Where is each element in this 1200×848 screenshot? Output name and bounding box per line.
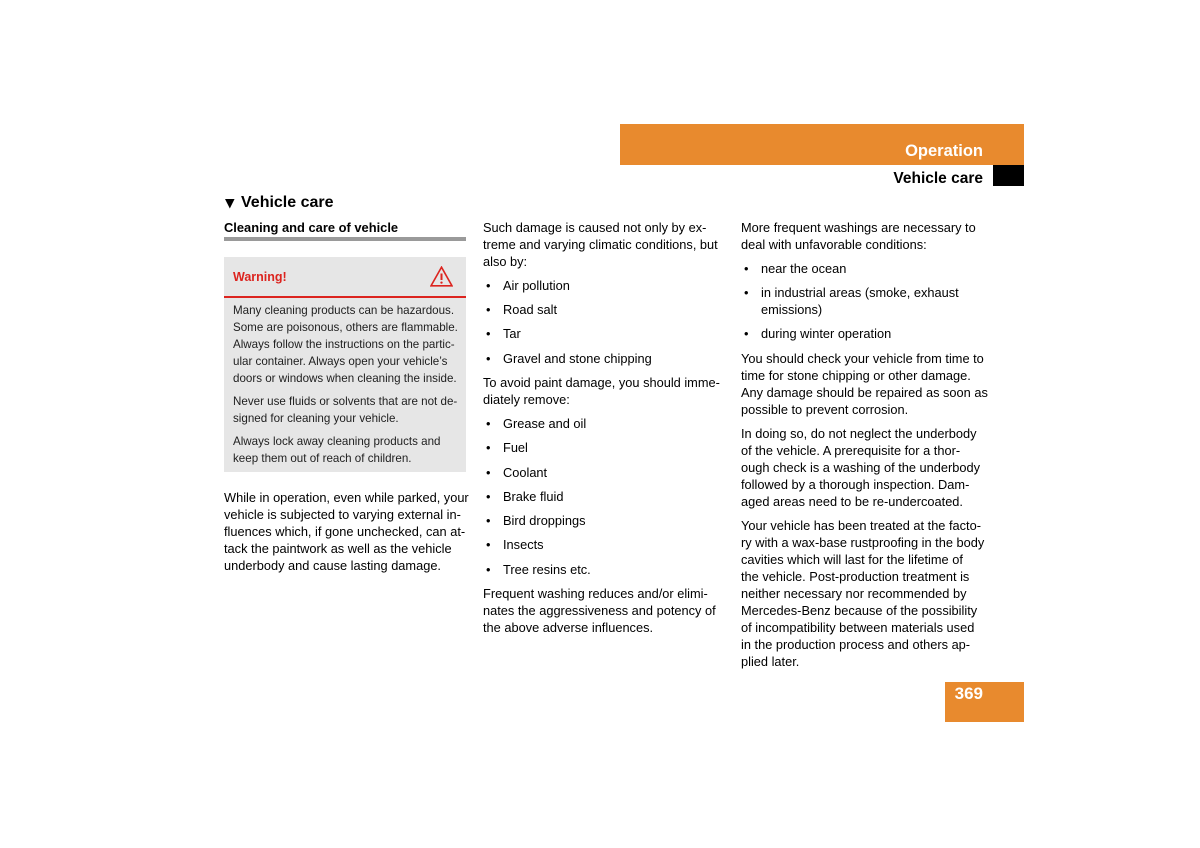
text-line: ry with a wax-base rustproofing in the body bbox=[741, 535, 985, 550]
bullet-text bbox=[761, 260, 1001, 277]
bullet-text bbox=[503, 325, 733, 342]
bullet-text bbox=[503, 536, 733, 553]
warning-header bbox=[224, 257, 466, 296]
bullet-text bbox=[503, 301, 733, 318]
bullet-text bbox=[503, 464, 733, 481]
text-line: tack the paintwork as well as the vehicle bbox=[224, 540, 452, 556]
text-line: followed by a thorough inspection. Dam- bbox=[741, 476, 970, 492]
text-line: during winter operation bbox=[761, 326, 892, 342]
paragraph bbox=[233, 302, 457, 387]
text-line: Road salt bbox=[503, 302, 558, 317]
text-line: While in operation, even while parked, your bbox=[224, 489, 469, 505]
bullet-icon: • bbox=[744, 260, 749, 276]
text-line: fluences which, if gone unchecked, can at- bbox=[224, 523, 466, 539]
text-line: You should check your vehicle from time to bbox=[741, 350, 984, 366]
chapter-title: Operation bbox=[905, 142, 983, 160]
paragraph bbox=[741, 219, 1001, 253]
text-line: treme and varying climatic conditions, but bbox=[483, 236, 718, 252]
paragraph bbox=[741, 425, 1001, 510]
text-line: neither necessary nor recommended by bbox=[741, 586, 967, 601]
text-line: Always lock away cleaning products and bbox=[233, 434, 441, 448]
text-line: Never use fluids or solvents that are not de- bbox=[233, 394, 458, 408]
bullet-text bbox=[761, 284, 1001, 318]
text-line: Brake fluid bbox=[503, 488, 564, 504]
text-line: in the production process and others ap- bbox=[741, 637, 971, 652]
bullet-text bbox=[503, 512, 733, 529]
bullet-icon: • bbox=[486, 350, 491, 366]
text-line: Mercedes-Benz because of the possibility bbox=[741, 603, 978, 618]
text-line: Your vehicle has been treated at the facto- bbox=[741, 518, 981, 533]
text-line: time for stone chipping or other damage. bbox=[741, 367, 971, 383]
text-line: To avoid paint damage, you should imme- bbox=[483, 374, 720, 390]
paragraph bbox=[233, 393, 457, 427]
paragraph bbox=[741, 350, 1001, 418]
bullet-list-item bbox=[483, 277, 733, 294]
exclamation-dot bbox=[440, 281, 442, 283]
text-line: possible to prevent corrosion. bbox=[741, 401, 909, 417]
bullet-list-item bbox=[483, 350, 733, 367]
subheading: Cleaning and care of vehicle bbox=[224, 219, 399, 235]
text-line: Tree resins etc. bbox=[503, 561, 591, 577]
subheading-rule bbox=[224, 237, 466, 241]
text-line: Always follow the instructions on the partic- bbox=[233, 337, 455, 351]
section-marker-square bbox=[993, 165, 1024, 186]
bullet-icon: • bbox=[486, 302, 491, 317]
warning-label: Warning! bbox=[233, 270, 287, 284]
text-line: the vehicle. Post-production treatment is bbox=[741, 569, 970, 584]
text-line: in industrial areas (smoke, exhaust bbox=[761, 285, 959, 300]
page-number-box bbox=[945, 682, 1024, 722]
body-text bbox=[224, 489, 469, 574]
bullet-list-item bbox=[483, 536, 733, 553]
bullet-text bbox=[503, 439, 733, 456]
bullet-text bbox=[503, 561, 733, 578]
text-line: doors or windows when cleaning the inside. bbox=[233, 371, 457, 385]
bullet-text bbox=[503, 415, 733, 432]
bullet-icon: • bbox=[486, 440, 491, 456]
text-line: Many cleaning products can be hazardous. bbox=[233, 303, 455, 317]
bullet-icon: • bbox=[486, 464, 491, 480]
bullet-icon: • bbox=[486, 488, 491, 504]
bullet-list-item bbox=[741, 325, 1001, 342]
bullet-list-item bbox=[483, 561, 733, 578]
paragraph bbox=[483, 374, 733, 408]
text-line: Such damage is caused not only by ex- bbox=[483, 219, 707, 235]
text-line: emissions) bbox=[761, 302, 823, 317]
text-line: signed for cleaning your vehicle. bbox=[233, 411, 399, 425]
text-line: Gravel and stone chipping bbox=[503, 350, 652, 366]
warning-triangle-icon bbox=[430, 266, 453, 287]
triangle-down-icon: ▼ bbox=[225, 195, 235, 210]
text-line: aged areas need to be re-undercoated. bbox=[741, 493, 963, 509]
text-line: ular container. Always open your vehicle’s bbox=[233, 354, 448, 368]
bullet-icon: • bbox=[744, 285, 749, 300]
section-heading-title: Vehicle care bbox=[241, 194, 334, 211]
text-line: vehicle is subjected to varying external in- bbox=[224, 506, 461, 522]
text-line: In doing so, do not neglect the underbody bbox=[741, 425, 977, 441]
bullet-text bbox=[503, 277, 733, 294]
text-line: deal with unfavorable conditions: bbox=[741, 236, 927, 252]
bullet-icon: • bbox=[486, 416, 491, 431]
bullet-list-item bbox=[483, 488, 733, 505]
paragraph bbox=[233, 433, 457, 467]
bullet-icon: • bbox=[744, 326, 749, 342]
bullet-icon: • bbox=[486, 277, 491, 293]
column-right bbox=[741, 219, 1001, 678]
bullet-text bbox=[503, 350, 733, 367]
paragraph bbox=[741, 517, 1001, 670]
text-line: near the ocean bbox=[761, 260, 847, 276]
text-line: Frequent washing reduces and/or elimi- bbox=[483, 585, 708, 601]
bullet-list-item bbox=[483, 415, 733, 432]
text-line: underbody and cause lasting damage. bbox=[224, 557, 441, 573]
text-line: diately remove: bbox=[483, 391, 570, 407]
paragraph bbox=[224, 489, 469, 574]
bullet-list-item bbox=[483, 301, 733, 318]
bullet-icon: • bbox=[486, 326, 491, 342]
text-line: of incompatibility between materials used bbox=[741, 620, 975, 635]
text-line: plied later. bbox=[741, 654, 800, 669]
text-line: Coolant bbox=[503, 464, 548, 480]
page-number: 369 bbox=[954, 684, 983, 703]
text-line: of the vehicle. A prerequisite for a thor- bbox=[741, 442, 961, 458]
bullet-icon: • bbox=[486, 513, 491, 528]
text-line: keep them out of reach of children. bbox=[233, 451, 412, 465]
bullet-list-item bbox=[741, 260, 1001, 277]
warning-box bbox=[224, 257, 466, 472]
bullet-list-item bbox=[483, 464, 733, 481]
bullet-icon: • bbox=[486, 561, 491, 577]
bullet-text bbox=[761, 325, 1001, 342]
paragraph bbox=[483, 219, 733, 270]
text-line: also by: bbox=[483, 253, 528, 269]
bullet-list-item bbox=[483, 325, 733, 342]
warning-body bbox=[224, 298, 466, 472]
bullet-list-item bbox=[483, 439, 733, 456]
text-line: More frequent washings are necessary to bbox=[741, 219, 976, 235]
text-line: cavities which will last for the lifetime of bbox=[741, 552, 963, 567]
column-left bbox=[224, 219, 469, 581]
text-line: ough check is a washing of the underbody bbox=[741, 459, 981, 475]
text-line: Insects bbox=[503, 537, 544, 553]
bullet-list-item bbox=[741, 284, 1001, 318]
text-line: the above adverse influences. bbox=[483, 619, 654, 635]
text-line: Fuel bbox=[503, 440, 528, 456]
bullet-list-item bbox=[483, 512, 733, 529]
bullet-icon: • bbox=[486, 537, 491, 553]
paragraph bbox=[483, 585, 733, 636]
column-middle bbox=[483, 219, 733, 644]
bullet-text bbox=[503, 488, 733, 505]
section-label: Vehicle care bbox=[893, 170, 983, 187]
text-line: Tar bbox=[503, 326, 521, 342]
text-line: Any damage should be repaired as soon as bbox=[741, 384, 988, 400]
text-line: nates the aggressiveness and potency of bbox=[483, 602, 716, 618]
text-line: Bird droppings bbox=[503, 513, 586, 528]
section-heading bbox=[224, 193, 334, 213]
text-line: Grease and oil bbox=[503, 416, 587, 431]
text-line: Some are poisonous, others are flammable. bbox=[233, 320, 458, 334]
text-line: Air pollution bbox=[503, 277, 570, 293]
